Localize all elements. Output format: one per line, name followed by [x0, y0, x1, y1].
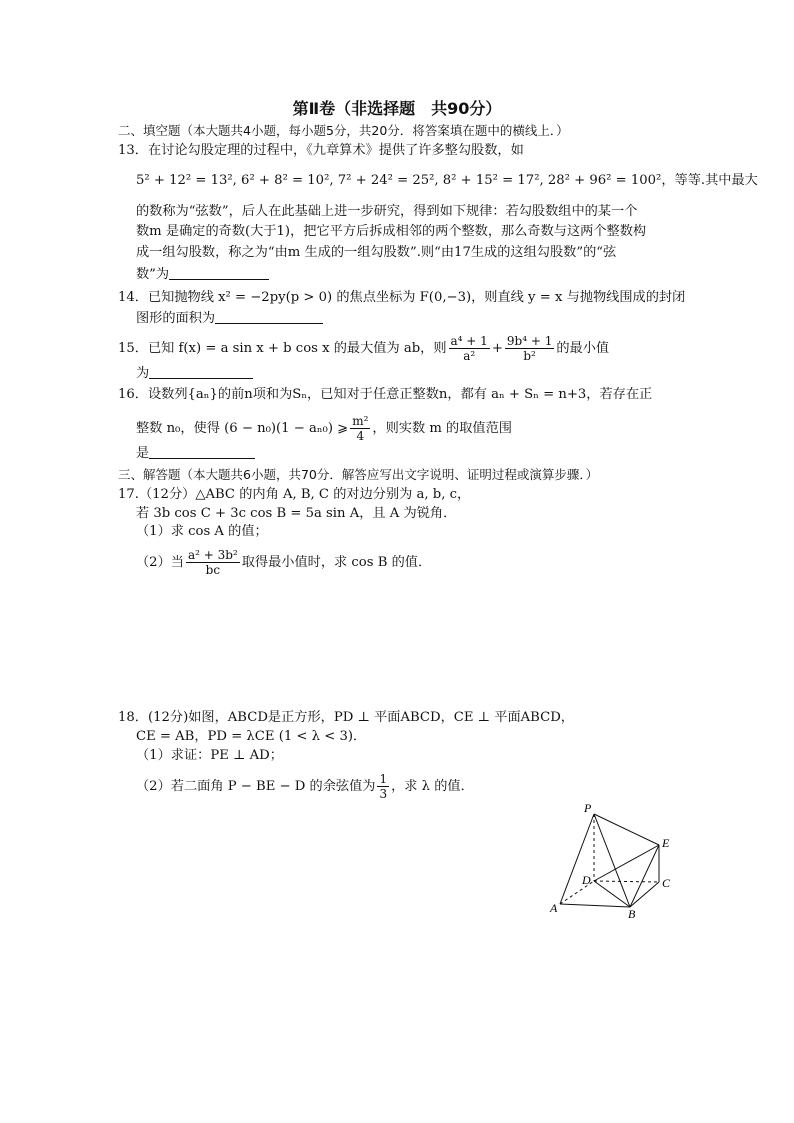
q18-frac-denominator: 3	[379, 787, 388, 801]
q15-frac2-denominator: b²	[523, 349, 536, 363]
q15-line-2-text: 为	[136, 366, 150, 381]
q15-frac2-numerator: 9b⁴ + 1	[506, 334, 553, 348]
q15-answer-blank[interactable]	[149, 364, 253, 379]
page-title: 第Ⅱ卷（非选择题 共90分）	[292, 99, 502, 118]
q17-line-2: 若 3b cos C + 3c cos B = 5a sin A，且 A 为锐角．	[136, 506, 457, 521]
q16-line-1: 16．设数列{aₙ}的前n项和为Sₙ，已知对于任意正整数n，都有 aₙ + Sₙ = n+3，若存在正	[118, 387, 653, 402]
q15-fraction-1	[449, 334, 490, 363]
q16-frac-denominator: 4	[356, 429, 365, 443]
edge-PA	[560, 814, 594, 904]
q13-line-4: 数m 是确定的奇数(大于1)，把它平方后拆成相邻的两个整数，那么奇数与这两个整数构	[136, 224, 647, 239]
q16-line-3-text: 是	[136, 446, 150, 461]
vertex-label-C: C	[662, 876, 671, 890]
q15-suffix: 的最小值	[556, 340, 610, 356]
section-3-header: 三、解答题（本大题共6小题，共70分．解答应写出文字说明、证明过程或演算步骤．）	[118, 467, 599, 482]
vertex-label-P: P	[584, 801, 592, 815]
edge-DE	[594, 845, 659, 881]
vertex-label-D: D	[582, 873, 591, 887]
q17-line-1: 17.（12分）△ABC 的内角 A, B, C 的对边分别为 a, b, c，	[118, 487, 471, 502]
vertex-label-A: A	[550, 901, 558, 915]
q16-line-3	[136, 444, 255, 463]
q17-part-2	[136, 548, 431, 577]
q16-fraction	[350, 414, 370, 443]
q18-part-2-suffix: ，求 λ 的值．	[391, 778, 474, 794]
q13-line-5: 成一组勾股数，称之为“由m 生成的一组勾股数”.则“由17生成的这组勾股数”的“弦	[136, 245, 617, 260]
q13-line-3: 的数称为“弦数”，后人在此基础上进一步研究，得到如下规律：若勾股数组中的某一个	[136, 204, 638, 219]
q17-part-1: （1）求 cos A 的值；	[136, 524, 268, 539]
q17-part-2-prefix: （2）当	[136, 554, 184, 570]
edge-DC	[594, 881, 659, 882]
vertex-label-B: B	[628, 907, 636, 920]
q13-answer-blank[interactable]	[169, 265, 269, 280]
q14-line-1: 14．已知抛物线 x² = −2py(p > 0) 的焦点坐标为 F(0,−3)，则直线 y = x 与抛物线围成的封闭	[118, 290, 686, 305]
q15-fraction-2	[505, 334, 554, 363]
edge-BC	[630, 882, 659, 907]
q13-line-2: 5² + 12² = 13², 6² + 8² = 10², 7² + 24² = 25², 8² + 15² = 17², 28² + 96² = 100²，等等.其中最大	[136, 173, 758, 188]
q15-frac1-denominator: a²	[463, 349, 476, 363]
q16-frac-numerator: m²	[352, 414, 369, 428]
q15-line-2	[136, 364, 253, 383]
q13-line-1: 13．在讨论勾股定理的过程中，《九章算术》提供了许多整勾股数，如	[118, 143, 524, 158]
q16-answer-blank[interactable]	[149, 444, 255, 459]
q18-line-1: 18．(12分)如图，ABCD是正方形，PD ⊥ 平面ABCD，CE ⊥ 平面ABCD，	[118, 710, 574, 725]
q17-frac-numerator: a² + 3b²	[187, 548, 238, 562]
geometry-figure	[548, 800, 688, 920]
q18-part-2-prefix: （2）若二面角 P − BE − D 的余弦值为	[136, 778, 376, 794]
q16-line-2-suffix: ，则实数 m 的取值范围	[372, 420, 512, 436]
q13-line-6	[136, 265, 269, 284]
q15-plus: +	[491, 340, 503, 356]
q14-answer-blank[interactable]	[215, 309, 323, 324]
q18-part-1: （1）求证：PE ⊥ AD；	[136, 748, 283, 763]
q18-line-2: CE = AB，PD = λCE (1 < λ < 3)．	[136, 729, 367, 744]
q15-frac1-numerator: a⁴ + 1	[450, 334, 488, 348]
q17-frac-denominator: bc	[205, 563, 221, 577]
q14-line-2	[136, 309, 323, 328]
q17-part-2-suffix: 取得最小值时，求 cos B 的值．	[241, 554, 432, 570]
q16-line-2	[136, 414, 512, 443]
edge-PB	[594, 814, 630, 907]
q18-fraction	[377, 772, 389, 801]
vertex-label-E: E	[662, 836, 670, 850]
q15-line-1	[118, 334, 609, 363]
q17-fraction	[186, 548, 240, 577]
q18-frac-numerator: 1	[379, 772, 388, 786]
q16-line-2-prefix: 整数 n₀，使得 (6 − n₀)(1 − aₙ₀) ⩾	[136, 420, 349, 436]
q14-line-2-text: 图形的面积为	[136, 311, 216, 326]
edge-AB	[560, 904, 630, 907]
edge-BE	[630, 845, 659, 907]
q18-part-2	[136, 772, 474, 801]
q13-line-6-text: 数”为	[136, 267, 170, 282]
q15-prefix: 15．已知 f(x) = a sin x + b cos x 的最大值为 ab，则	[118, 340, 447, 356]
section-2-header: 二、填空题（本大题共4小题，每小题5分，共20分．将答案填在题中的横线上．）	[118, 123, 569, 138]
